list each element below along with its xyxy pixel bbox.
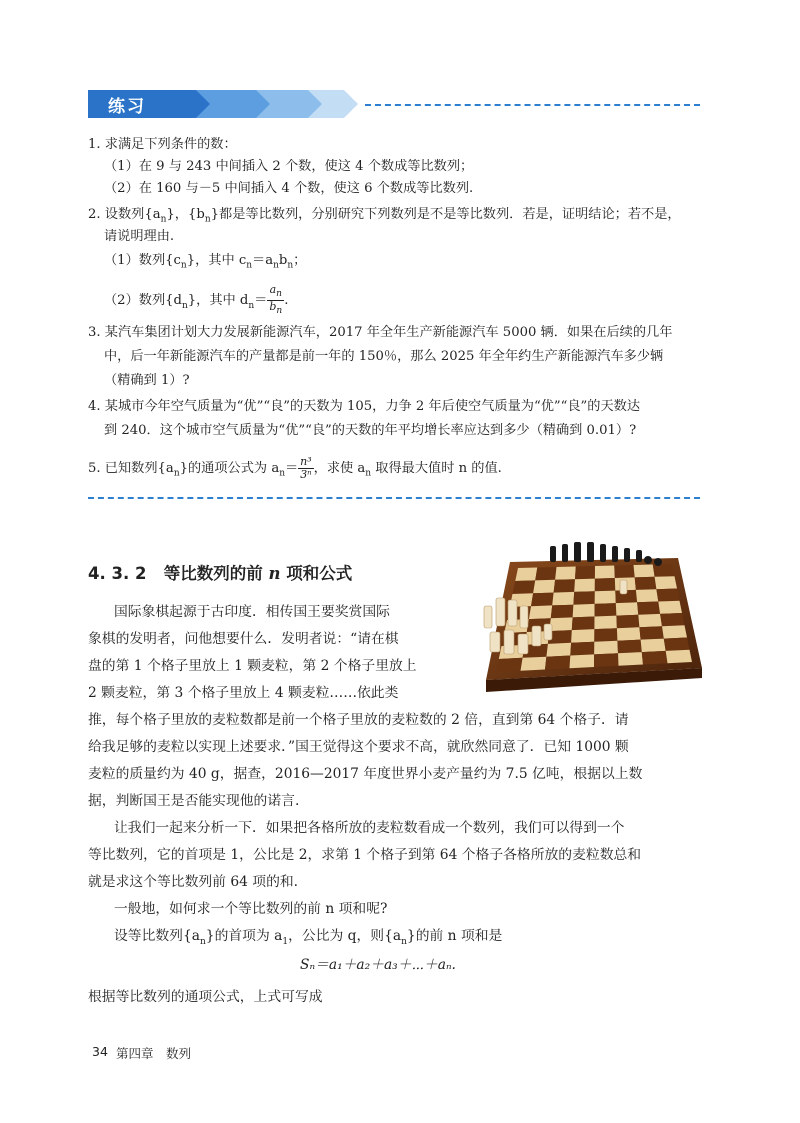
board-square [515,568,537,582]
p1-line2: 象棋的发明者，问他想要什么．发明者说：“请在棋 [88,631,399,647]
board-square [662,625,687,638]
exercise-title: 练习 [108,97,146,117]
board-square [549,617,572,631]
exercise-2-cont: 请说明理由. [104,229,175,244]
board-square [656,589,679,602]
board-square [573,604,595,618]
exercise-5: 5. 已知数列$\{a_n\}$的通项公式为 $a_n=$ $\frac{\text{n³}}{\text{3ⁿ}}$ ，求使 $a_n$ 取得最大值时 n 的值. [88,455,502,481]
board-square [555,567,576,580]
fraction-an-bn: $\frac{a_n}{b_n}$ [269,283,283,317]
board-square [636,589,658,602]
board-square [552,592,574,606]
board-square [545,656,570,670]
board-square [617,640,641,654]
exercise-1-1: （1）在 9 与 243 中间插入 2 个数，使这 4 个数成等比数列； [104,159,474,174]
p2-line2: 等比数列，它的首项是 1，公比是 2，求第 1 个格子到第 64 个格子各格所放的麦粒数总和 [88,847,642,863]
board-square [573,591,594,604]
exercise-3-cont1: 中，后一年新能源汽车的产量都是前一年的 150％，那么 2025 年全年约生产新能源汽车多少辆 [104,349,664,364]
exercise-4: 4. 某城市今年空气质量为“优”“良”的天数为 105，力争 2 年后使空气质量为“优”“良”的天数达 [88,399,641,414]
board-square [496,658,523,672]
p4: 设等比数列$\{a_n\}$的首项为 $a_1$，公比为 q，则$\{a_n\}$的前 n 项和是 [114,928,503,947]
board-square [595,578,616,591]
board-square [653,564,675,577]
top-dashed-rule [365,104,700,106]
exercise-2: 2. 设数列$\{a_n\}$，$\{b_n\}$都是等比数列，分别研究下列数列是不是等比数列．若是，证明结论；若不是， [88,207,681,225]
exercise-3: 3. 某汽车集团计划大力发展新能源汽车，2017 年全年生产新能源汽车 5000 辆．如果在后续的几年 [88,325,673,340]
board-square [635,577,657,590]
board-square [595,591,616,604]
p1-line4: 2 颗麦粒，第 3 个格子里放上 4 颗麦粒……依此类 [88,685,399,701]
board-square [594,641,618,655]
board-square [658,601,682,614]
board-square [664,638,690,651]
bottom-dashed-rule [88,497,700,499]
board-square [575,566,595,579]
board-square [551,605,574,619]
board-square [571,629,594,643]
board-square [595,566,615,579]
p1-line8: 据，判断国王是否能实现他的诺言. [88,793,300,809]
board-square [616,615,639,628]
board-square [513,580,536,594]
p2-line3: 就是求这个等比数列前 64 项的和. [88,874,299,890]
exercise-3-cont2: （精确到 1）? [104,373,190,388]
board-square [554,579,575,592]
board-square [535,567,556,580]
board-square [595,603,617,616]
page-number: 34 [92,1044,108,1059]
board-square [616,602,639,615]
p1-line7: 麦粒的质量约为 40 g，据查，2016—2017 年度世界小麦产量约为 7.5 亿吨，根据以上数 [88,766,643,782]
board-square [533,580,555,594]
p1-line1: 国际象棋起源于古印度．相传国王要奖赏国际 [114,604,390,620]
board-square [617,627,641,641]
board-square [642,651,668,665]
exercise-4-cont: 到 240．这个城市空气质量为“优”“良”的天数的年平均增长率应达到多少（精确到 0.01）? [104,423,637,438]
exercise-2-1: （1）数列$\{c_n\}$，其中 $c_n=a_nb_n$； [104,253,307,271]
p1-line3: 盘的第 1 个格子里放上 1 颗麦粒，第 2 个格子里放上 [88,658,417,674]
board-square [638,614,662,627]
p5: 根据等比数列的通项公式，上式可写成 [88,989,323,1005]
board-square [529,605,552,619]
board-square [572,617,595,631]
board-square [546,643,571,657]
exercise-2-2: （2）数列$\{d_n\}$，其中 $d_n=$ $\frac{a_n}{b_n}$ . [104,283,289,317]
board-square [639,626,663,639]
board-square [570,654,595,668]
p1-line6: 给我足够的麦粒以实现上述要求．”国王觉得这个要求不高，就欣然同意了．已知 1000 颗 [88,739,629,755]
p1-line5: 推，每个格子里放的麦粒数都是前一个格子里放的麦粒数的 2 倍，直到第 64 个格子．请 [88,712,629,728]
board-square [614,565,634,578]
p2-line1: 让我们一起来分析一下．如果把各格所放的麦粒数看成一个数列，我们可以得到一个 [114,820,625,836]
sum-formula: Sₙ＝a₁＋a₂＋a₃＋⋯＋aₙ. [300,957,456,973]
chessboard-image [470,540,710,700]
board-square [594,616,617,630]
section-heading: 4. 3. 2 等比数列的前 n 项和公式 [88,564,353,583]
board-square [666,650,692,664]
board-square [637,602,660,615]
exercise-1: 1. 求满足下列条件的数： [88,137,237,152]
exercise-1-2: （2）在 160 与－5 中间插入 4 个数，使这 6 个数成等比数列. [104,181,474,196]
board-square [570,642,594,656]
board-square [594,628,617,642]
p3: 一般地，如何求一个等比数列的前 n 项和呢? [114,901,388,917]
board-square [655,576,677,589]
chapter-label: 第四章 数列 [116,1046,192,1061]
board-square [531,593,554,607]
board-square [521,657,547,671]
board-square [574,579,595,592]
fraction-n3-3n: $\frac{\text{n³}}{\text{3ⁿ}}$ [300,455,312,481]
board-square [641,639,666,653]
board-square [634,565,655,578]
board-square [594,653,619,667]
board-square [660,613,684,626]
board-square [618,652,643,666]
